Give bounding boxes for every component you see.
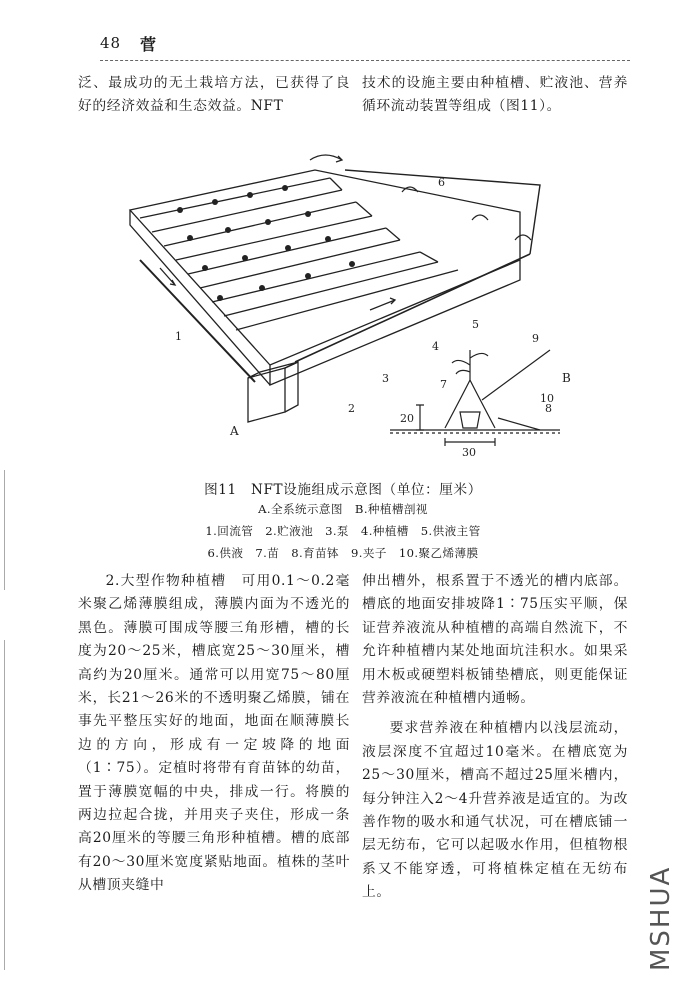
running-title: 菅 [140,35,157,54]
top-right-column [362,72,628,119]
right-paragraph-1: 伸出槽外，根系置于不透光的槽内底部。槽底的地面安排坡降1∶75压实平顺，保证营养液流从种植槽的高端自然流下，不允许种植槽内某处地面坑洼积水。如果采用木板或硬塑料板铺垫槽底，则更能保证营养液流在种植槽内通畅。 [362,573,628,707]
callout-5: 5 [472,318,479,331]
nft-system-diagram [120,150,620,470]
left-paragraph [78,570,350,898]
callout-3: 3 [382,372,389,385]
dimension-width: 30 [462,446,476,459]
page-number: 48 [100,34,122,52]
top-left-column [78,72,350,119]
page-header [100,28,630,61]
left-column [78,570,350,898]
figure-legend-line-2: 6.供液 7.苗 8.育苗钵 9.夹子 10.聚乙烯薄膜 [207,546,479,560]
callout-6: 6 [438,176,445,189]
label-A: A [230,424,239,438]
watermark: MSHUA [646,865,676,971]
figure-caption-title: 图11 NFT设施组成示意图（单位：厘米） [204,482,482,498]
callout-2: 2 [348,402,355,415]
callout-8: 8 [545,402,552,415]
callout-10: 10 [540,392,554,405]
right-column [362,570,628,905]
callout-7: 7 [440,378,447,391]
left-paragraph-text: 可用0.1～0.2毫米聚乙烯薄膜组成，薄膜内面为不透光的黑色。薄膜可围成等腰三角形槽，槽的长度为20～25米，槽底宽25～30厘米，槽高约为20厘米。通常可以用宽75～80厘米，长21～26米的不透明聚乙烯膜，铺在事先平整压实好的地面，地面在顺薄膜长边的方向，形成有一定坡降的地面（1∶75）。定植时将带有育苗钵的幼苗，置于薄膜宽幅的中央，排成一行。将膜的两边拉起合拢，并用夹子夹住，形成一条高20厘米的等腰三角形种植槽。槽的底部有20～30厘米宽度紧贴地面。植株的茎叶从槽顶夹缝中 [78,573,350,894]
top-right-paragraph: 技术的设施主要由种植槽、贮液池、营养循环流动装置等组成（图11）。 [362,75,628,115]
callout-4: 4 [432,340,439,353]
right-paragraph-2: 要求营养液在种植槽内以浅层流动，液层深度不宜超过10毫米。在槽底宽为25～30厘米，槽高不超过25厘米槽内，每分钟注入2～4升营养液是适宜的。为改善作物的吸水和通气状况，可在槽底铺一层无纺布，它可以起吸水作用，但植物根系又不能穿透，可将植株定植在无纺布上。 [362,720,628,901]
dimension-height: 20 [400,412,414,425]
section-heading: 2.大型作物种植槽 [105,573,227,589]
label-B: B [562,371,571,385]
figure-caption-sub: A.全系统示意图 B.种植槽剖视 [258,502,428,516]
callout-1: 1 [175,330,182,343]
callout-9: 9 [532,332,539,345]
top-left-paragraph: 泛、最成功的无土栽培方法，已获得了良好的经济效益和生态效益。NFT [78,75,350,115]
binding-mark [4,640,5,970]
figure-legend-line-1: 1.回流管 2.贮液池 3.泵 4.种植槽 5.供液主管 [205,524,481,538]
